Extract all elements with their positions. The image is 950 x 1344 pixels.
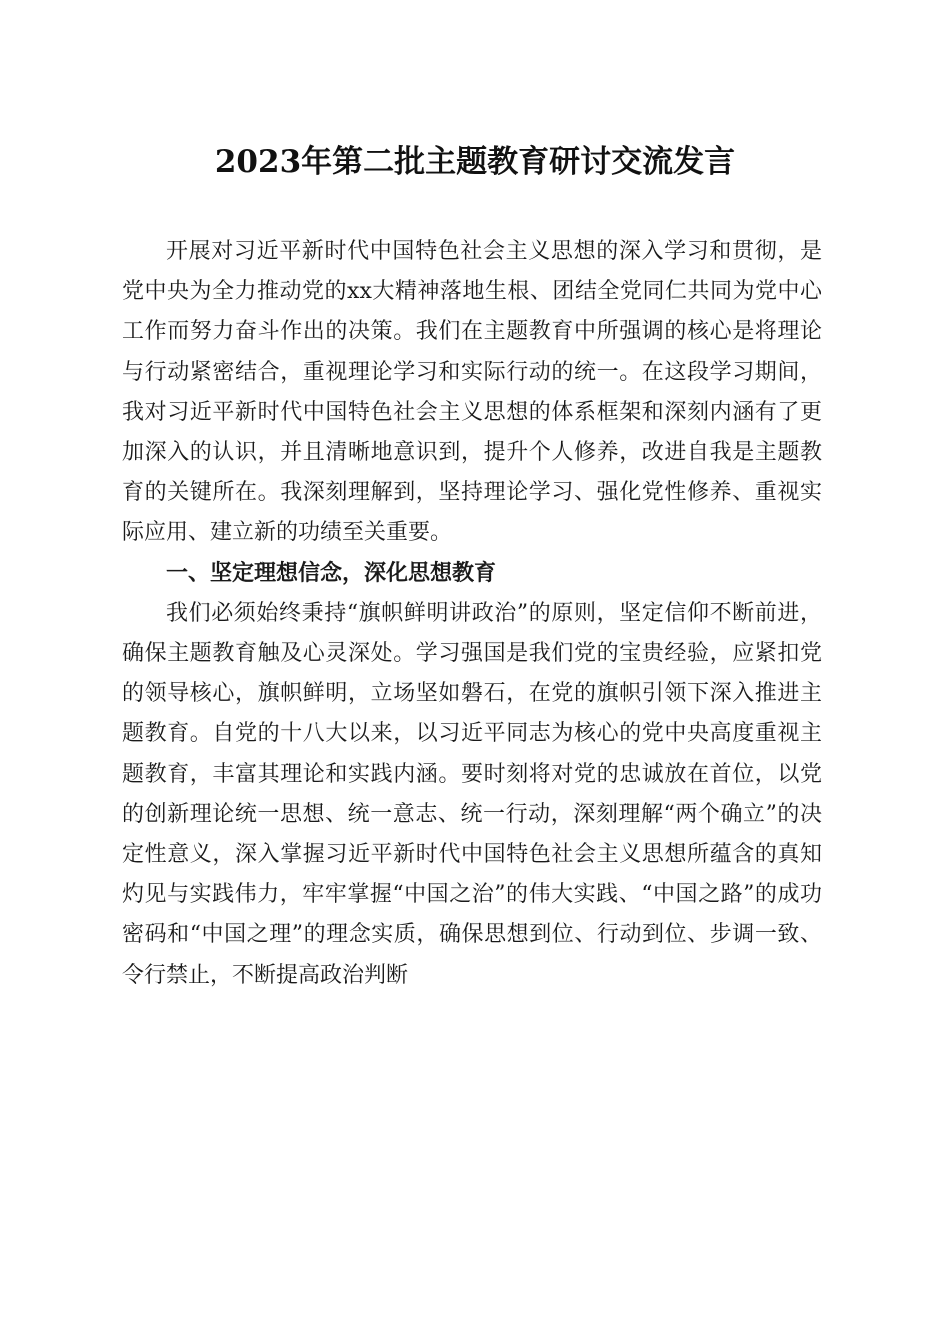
intro-paragraph: 开展对习近平新时代中国特色社会主义思想的深入学习和贯彻，是党中央为全力推动党的xx大精神落地生根、团结全党同仁共同为党中心工作而努力奋斗作出的决策。我们在主题教育中所强调的核心是将理论与行动紧密结合，重视理论学习和实际行动的统一。在这段学习期间，我对习近平新时代中国特色社会主义思想的体系框架和深刻内涵有了更加深入的认识，并且清晰地意识到，提升个人修养，改进自我是主题教育的关键所在。我深刻理解到，坚持理论学习、强化党性修养、重视实际应用、建立新的功绩至关重要。: [122, 239, 822, 546]
document-title: 2023年第二批主题教育研讨交流发言: [214, 144, 736, 180]
section-1-paragraph: 我们必须始终秉持“旗帜鲜明讲政治”的原则，坚定信仰不断前进，确保主题教育触及心灵深处。学习强国是我们党的宝贵经验，应紧扣党的领导核心，旗帜鲜明，立场坚如磐石，在党的旗帜引领下深入推进主题教育。自党的十八大以来，以习近平同志为核心的党中央高度重视主题教育，丰富其理论和实践内涵。要时刻将对党的忠诚放在首位，以党的创新理论统一思想、统一意志、统一行动，深刻理解“两个确立”的决定性意义，深入掌握习近平新时代中国特色社会主义思想所蕴含的真知灼见与实践伟力，牢牢掌握“中国之治”的伟大实践、“中国之路”的成功密码和“中国之理”的理念实质，确保思想到位、行动到位、步调一致、令行禁止，不断提高政治判断: [122, 600, 822, 988]
document-body: [122, 232, 822, 996]
section-heading-1: 一、坚定理想信念，深化思想教育: [166, 560, 497, 586]
